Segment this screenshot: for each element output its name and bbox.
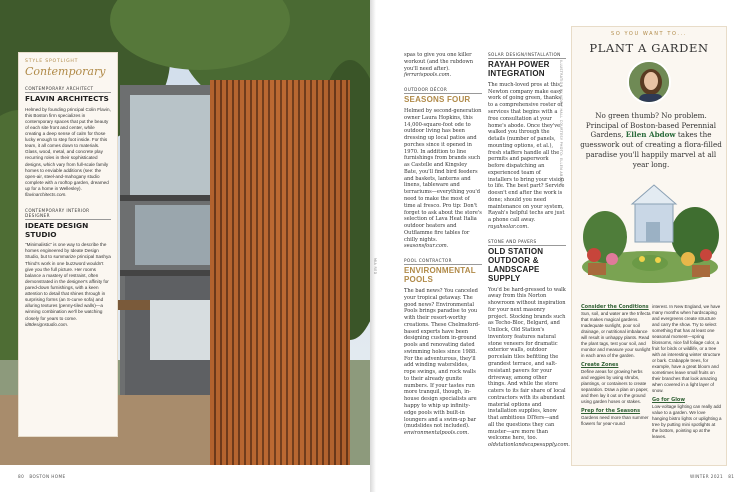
illustration-credit: ILLUSTRATION BY HOLLY HALL COURTESY PHOTO: ELLEN ABDOW (559, 60, 563, 187)
right-folio (690, 474, 734, 479)
section-link[interactable]: oldstationlandscapesupply.com. (488, 442, 570, 449)
section-link[interactable]: rayahsolar.com. (488, 223, 529, 230)
tip-heading: Go for Glow (652, 397, 685, 404)
section-label: OUTDOOR DÉCOR (404, 87, 482, 94)
section-heading: RAYAH POWER INTEGRATION (488, 60, 550, 78)
column-lead (404, 52, 482, 79)
article-column-2 (488, 52, 570, 449)
section-text: Helmed by second-generation owner Laura Hopkins, this 14,000-square-foot ode to outdoor living has been dressing up local patios and porches since it opened in 1970. In addition to line furnishings from brands such as Castelle and Kingsley Bate, you'll find bird feeders and baskets, lanterns and linens, tableware and terrariums—everything you'd need to make the most of time al fresco. Pro tip: Don't forget to ask about the store's selection of Lava Heat Italia outdoor heaters and Outflamme fire tables for chilly nights. (404, 108, 482, 243)
lead-text: spas to give you one killer workout (and the rubdown you'll need after). (404, 52, 474, 72)
section-body (488, 82, 566, 231)
section-text: The bad news? You canceled your tropical getaway. The good news? Environmental Pools brings paradise to you with their resort-worthy creations. These Chelmsford-based experts have been designing custom in-ground pools and renovating dated swimming holes since 1988. For the adventurous, they'll add winding waterslides, rope swings, and rock walls to their already gunite numbers. If your tastes run more tranquil, though, in-house design specialists are happy to whip up infinity-edge pools with built-in loungers and a swim-up bar (mudslides not included). (404, 288, 480, 430)
section-link[interactable]: seasonsfour.com. (404, 243, 449, 250)
tip-body: Define areas for growing herbs and veggies by using shrubs, plantings, or containers to create separation. Draw a plan on paper, and then lay it out on the ground using garden hoses or stakes. (581, 369, 649, 405)
sidebar-section-label: CONTEMPORARY INTERIOR DESIGNER (25, 208, 111, 220)
garden-illustration (580, 167, 720, 287)
section-body (404, 288, 482, 437)
tip-body: interest. In New England, we have many months when hardscaping and evergreens create structure and carry the show. Try to select something that has at least one seasonal moment—spring blossoms, nice fall foliage color, a fruit for birds or wildlife, or a tree with an interesting winter structure or bark. Crabapple trees, for example, have a great bloom and sometimes leave small fruits on their branches that look amazing when covered in a light layer of snow. (652, 304, 721, 394)
page-number: 81 (728, 474, 735, 479)
intro-text: No green thumb? No problem. Principal of Boston-based Perennial Gardens, (585, 111, 717, 140)
sidebar-section-body (25, 242, 111, 328)
section-heading: SEASONS FOUR (404, 95, 471, 105)
issue-season: WINTER 2021 (690, 474, 724, 479)
sidebar-body-text: "Minimalistic" is one way to describe the homes engineered by Ideate Design Studio, but to summarize principal Sashya Thind's work in one buzzword wouldn't give you the full picture. Her rooms balance a mastery of restraint, often demonstrated in the designer's affinity for pared-down furnishings, with a keen attention to detail that shines through in surprising forms (an S-curve sofa) and alluring textures (penny-tiled walls)—a winning combination we'll be watching closely for years to come. (25, 242, 111, 321)
tip-heading: Prep for the Seasons (581, 408, 641, 415)
portrait-icon (629, 62, 671, 104)
box-title: PLANT A GARDEN (589, 41, 709, 55)
sidebar-section-label: CONTEMPORARY ARCHITECT (25, 86, 111, 93)
section-label: POOL CONTRACTOR (404, 258, 482, 265)
sidebar-section-body (25, 107, 111, 199)
tip-body: Gardens need more than summer flowers for year-round (581, 415, 649, 427)
expert-name: Ellen Abdow (625, 130, 676, 140)
article-column-1 (404, 52, 482, 437)
section-link[interactable]: environmentalpools.com. (404, 430, 470, 437)
photo-credit: MIA RED (373, 258, 377, 275)
page-number: 80 (18, 474, 25, 479)
sidebar-section-heading: FLAVIN ARCHITECTS (25, 94, 109, 103)
tip-body: Sun, soil, and water are the trifecta that makes magical gardens. Inadequate sunlight, poor soil drainage, or nutritional imbalance will result in unhappy plants. Read the plant tags, test your soil, and monitor and measure your sunlight in each area of the garden. (581, 311, 651, 359)
intro-text: takes the guesswork out of creating a flora-filled paradise you'll happily marvel at all year long. (580, 130, 722, 169)
sidebar-section-heading: IDEATE DESIGN STUDIO (25, 221, 89, 239)
sidebar-link[interactable]: flavinarchitects.com. (25, 192, 67, 198)
publication-name: BOSTON HOME (29, 474, 66, 479)
tips-column-1 (581, 301, 651, 427)
section-text: The much-loved pros at this Newton company make easy work of going green, thanks to a comprehensive roster of services that begins with a free consultation at your home's abode. Once they've walked you through the details (number of panels, mounting options, et al.), fresh staffers handle all the permits and paperwork before dispatching an experienced team of installers to bring your vision to life. The best part? Service doesn't end after the work is done; should you need maintenance on your system, Rayah's helpful techs are just a phone call away. (488, 81, 565, 224)
box-kicker: SO YOU WANT TO... (611, 31, 687, 37)
tip-heading: Create Zones (581, 362, 619, 369)
left-folio (18, 474, 66, 479)
section-label: SOLAR DESIGN/INSTALLATION (488, 52, 566, 59)
sidebar-body-text: Helmed by founding principal Colin Flavin, this Boston firm specializes in contemporary spaces that put the beauty of each site front and center, while creating a deep sense of calm for those lucky enough to step foot inside. For this team, it all comes down to materials. Glass, wood, metal, and concrete play recurring roles in their sophisticated designs, which vary from full-scale family homes to enviable additions (see: the open-air, steel-and-mahogany studio complete with a rooftop garden, dreamed up for a home in Wellesley). (25, 106, 111, 191)
lead-link[interactable]: ferrarispools.com. (404, 72, 452, 79)
section-body (404, 108, 482, 250)
box-intro (579, 111, 723, 169)
section-text: You'd be hard-pressed to walk away from this Norton showroom without inspiration for your next masonry project. Stocking brands such as Techo-Bloc, Belgard, and Unilock, Old Station's inventory features natural stone veneers for dramatic exterior walls, outdoor porcelain tiles befitting the grandest terrace, and salt-resistant pavers for your driveway, among other things. And while the store caters to its fair share of local contractors with its abundant material options and installation supplies, know that ambitious DIYers—and all the questions they can muster—are more than welcome here, too. (488, 286, 566, 442)
section-heading: ENVIRONMENTAL POOLS (404, 266, 476, 285)
section-label: STONE AND PAVERS (488, 239, 566, 246)
style-spotlight-box (18, 52, 118, 437)
tip-body: Low-voltage lighting can really add value to a garden. We love hanging bistro lights or uplighting a tree by putting mini spotlights at the bottom, pointing up at the leaves. (652, 404, 722, 440)
garden-scene-icon (580, 167, 720, 287)
sidebar-kicker: STYLE SPOTLIGHT (25, 59, 79, 64)
avatar (627, 60, 671, 104)
tips-column-2 (652, 301, 722, 440)
section-heading: OLD STATION OUTDOOR & LANDSCAPE SUPPLY (488, 246, 544, 283)
tip-heading: Consider the Conditions (581, 304, 649, 310)
sidebar-title: Contemporary (25, 65, 106, 78)
sidebar-link[interactable]: id8designstudio.com. (25, 321, 69, 327)
plant-a-garden-box (571, 26, 727, 466)
section-body (488, 286, 570, 449)
